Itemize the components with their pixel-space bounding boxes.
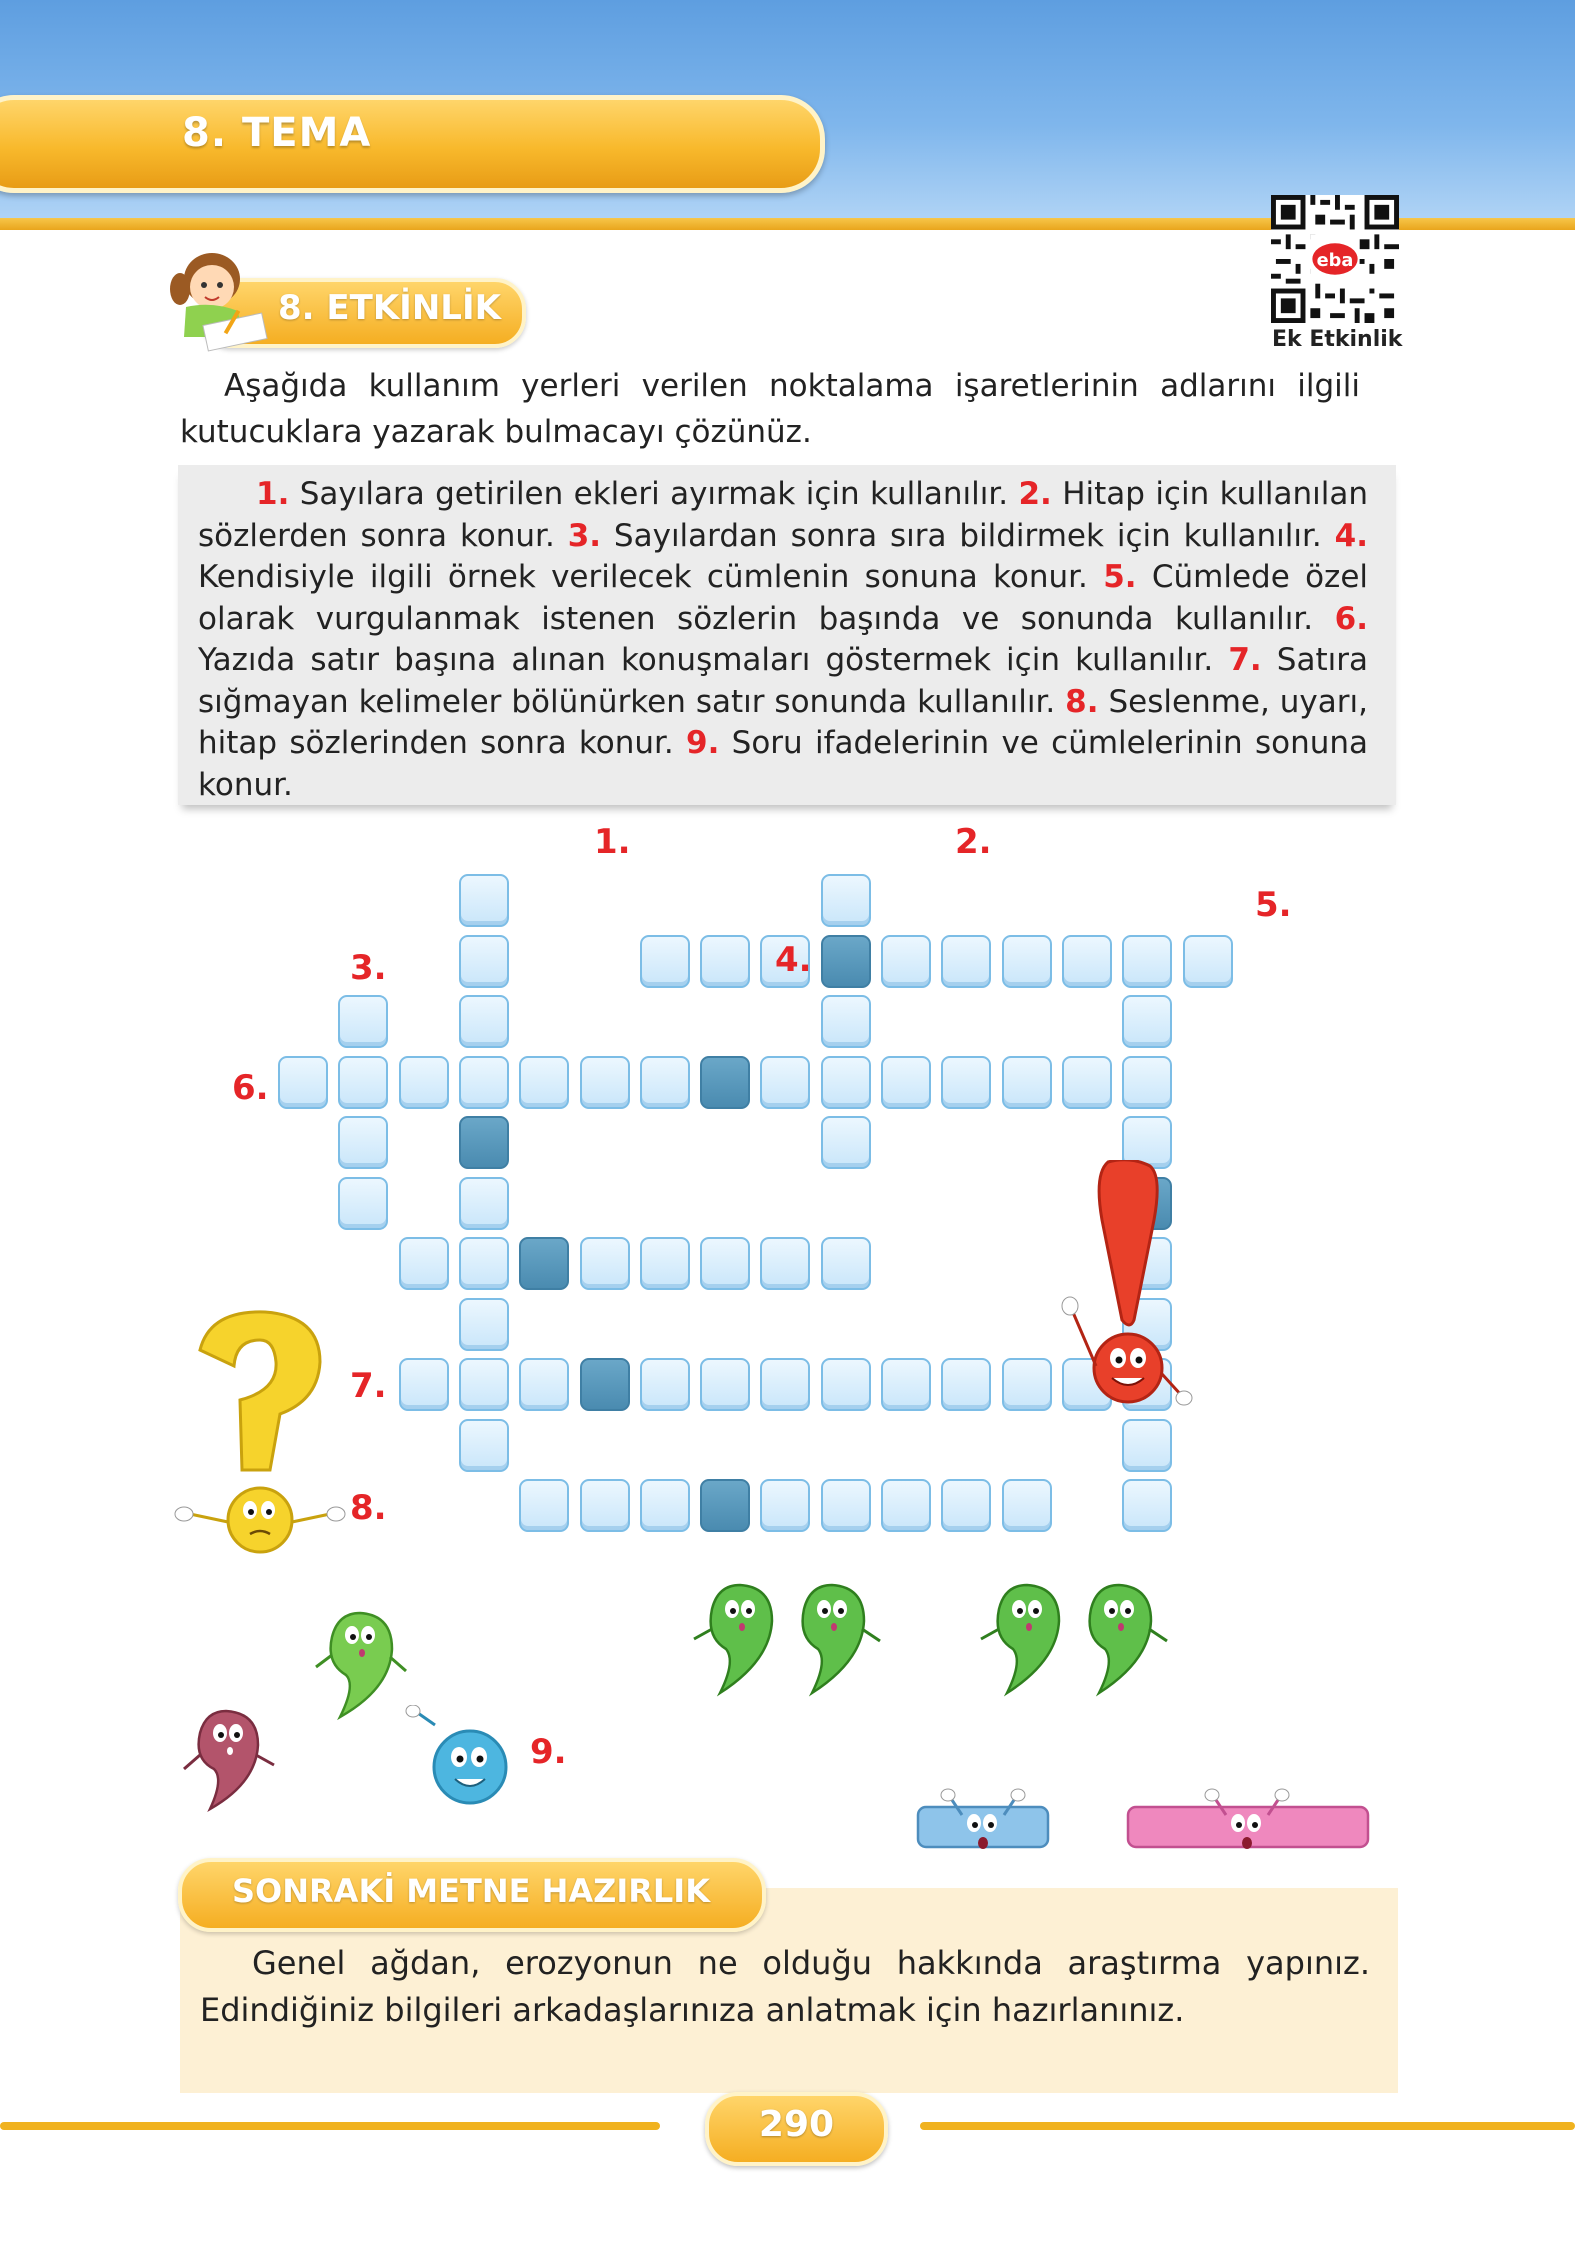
clue-text: Hitap için kullanılan sözlerden sonra konur. (198, 476, 1368, 554)
crossword-cell[interactable] (1002, 1479, 1052, 1532)
crossword-cell[interactable] (1122, 1056, 1172, 1109)
exclamation-mark-character-icon (1050, 1160, 1210, 1410)
crossword-cell[interactable] (640, 1358, 690, 1411)
crossword-cell[interactable] (760, 1479, 810, 1532)
crossword-cell[interactable] (399, 1358, 449, 1411)
clue-number: 1. (256, 476, 290, 512)
clue-text: Soru ifadelerinin ve cümlelerinin sonuna konur. (198, 725, 1369, 803)
crossword-cell[interactable] (881, 1056, 931, 1109)
puzzle-number-8: 8. (350, 1488, 387, 1528)
crossword-cell[interactable] (760, 1237, 810, 1290)
clue-text: Cümlede özel olarak vurgulanmak istenen sözlerin başında ve sonunda kullanılır. (198, 559, 1369, 637)
crossword-cell[interactable] (338, 1056, 388, 1109)
clue-number: 7. (1228, 642, 1262, 678)
footer-line-left (0, 2122, 660, 2130)
crossword-cell[interactable] (399, 1237, 449, 1290)
clue-number: 6. (1334, 600, 1368, 637)
clue-text: Yazıda satır başına alınan konuşmaları göstermek için kullanılır. (198, 642, 1229, 678)
puzzle-number-5: 5. (1255, 885, 1292, 925)
puzzle-number-6: 6. (232, 1068, 269, 1108)
crossword-cell[interactable] (1122, 1479, 1172, 1532)
question-mark-character-icon (170, 1310, 360, 1560)
clues-text (198, 474, 1368, 806)
ek-etkinlik-label: Ek Etkinlik (1272, 327, 1403, 352)
sonraki-text: Genel ağdan, erozyonun ne olduğu hakkında araştırma yapınız. Edindiğiniz bilgileri arkadaşlarınıza anlatmak için hazırlanınız. (200, 1944, 1370, 2029)
crossword-cell[interactable] (1002, 1358, 1052, 1411)
crossword-cell[interactable] (1122, 1419, 1172, 1472)
clue-number: 4. (1334, 517, 1368, 554)
clue-number: 2. (1018, 476, 1052, 512)
crossword-cell[interactable] (459, 1358, 509, 1411)
crossword-cell[interactable] (881, 935, 931, 988)
puzzle-number-7: 7. (350, 1366, 387, 1406)
quotation-marks-character-icon-2 (975, 1575, 1185, 1705)
crossword-cell[interactable] (1183, 935, 1233, 988)
puzzle-number-4: 4. (775, 940, 812, 980)
crossword-cell[interactable] (821, 1479, 871, 1532)
crossword-cell[interactable] (459, 935, 509, 988)
crossword-cell[interactable] (580, 1237, 630, 1290)
hyphen-pink-character-icon (1120, 1785, 1375, 1865)
qr-code-icon[interactable] (1270, 195, 1400, 323)
crossword-cell[interactable] (338, 1177, 388, 1230)
crossword-cell[interactable] (580, 1479, 630, 1532)
crossword-cell[interactable] (821, 1237, 871, 1290)
crossword-cell[interactable] (881, 1479, 931, 1532)
crossword-cell[interactable] (459, 1056, 509, 1109)
crossword-cell[interactable] (700, 1358, 750, 1411)
crossword-cell[interactable] (640, 1479, 690, 1532)
crossword-cell[interactable] (941, 935, 991, 988)
crossword-cell[interactable] (1002, 935, 1052, 988)
clue-number: 8. (1065, 683, 1099, 720)
crossword-cell[interactable] (760, 1358, 810, 1411)
crossword-cell[interactable] (640, 935, 690, 988)
crossword-cell[interactable] (519, 1358, 569, 1411)
crossword-cell[interactable] (1002, 1056, 1052, 1109)
crossword-cell[interactable] (941, 1479, 991, 1532)
crossword-cell[interactable] (821, 995, 871, 1048)
clue-number: 3. (567, 517, 602, 554)
crossword-cell-shaded[interactable] (700, 1056, 750, 1109)
crossword-cell[interactable] (821, 874, 871, 927)
puzzle-number-2: 2. (955, 822, 992, 862)
crossword-cell[interactable] (640, 1056, 690, 1109)
page-number: 290 (758, 2104, 835, 2145)
tema-title: 8. TEMA (182, 110, 372, 156)
puzzle-number-3: 3. (350, 948, 387, 988)
crossword-cell[interactable] (821, 1116, 871, 1169)
crossword-cell[interactable] (459, 1419, 509, 1472)
crossword-cell[interactable] (459, 1237, 509, 1290)
crossword-cell[interactable] (519, 1056, 569, 1109)
crossword-cell[interactable] (700, 1237, 750, 1290)
crossword-cell[interactable] (278, 1056, 328, 1109)
instruction-text: Aşağıda kullanım yerleri verilen noktalama işaretlerinin adlarını ilgili kutucuklara yazarak bulmacayı çözünüz. (180, 368, 1360, 450)
crossword-cell[interactable] (760, 1056, 810, 1109)
crossword-cell-shaded[interactable] (459, 1116, 509, 1169)
crossword-cell[interactable] (941, 1056, 991, 1109)
puzzle-number-1: 1. (594, 822, 631, 862)
crossword-cell[interactable] (1122, 935, 1172, 988)
semicolon-character-icon (180, 1705, 280, 1815)
crossword-cell[interactable] (459, 1177, 509, 1230)
crossword-cell[interactable] (1062, 1056, 1112, 1109)
clue-number: 9. (686, 725, 720, 761)
crossword-cell[interactable] (941, 1358, 991, 1411)
crossword-cell[interactable] (821, 1056, 871, 1109)
crossword-cell[interactable] (1062, 935, 1112, 988)
clue-text: Seslenme, uyarı, hitap sözlerinden sonra konur. (198, 683, 1368, 761)
sonraki-title: SONRAKİ METNE HAZIRLIK (232, 1872, 710, 1910)
quotation-marks-character-icon (688, 1575, 898, 1705)
clue-number: 5. (1103, 559, 1137, 595)
puzzle-number-9: 9. (530, 1732, 567, 1772)
crossword-cell[interactable] (580, 1056, 630, 1109)
etkinlik-title: 8. ETKİNLİK (278, 288, 501, 328)
crossword-cell[interactable] (338, 995, 388, 1048)
crossword-cell[interactable] (459, 995, 509, 1048)
crossword-cell[interactable] (459, 874, 509, 927)
clue-text: Satıra sığmayan kelimeler bölünürken satır sonunda kullanılır. (198, 642, 1368, 720)
clue-text: Sayılardan sonra sıra bildirmek için kullanılır. (601, 517, 1335, 554)
crossword-cell-shaded[interactable] (519, 1237, 569, 1290)
crossword-cell-shaded[interactable] (821, 935, 871, 988)
qr-logo-text: eba (1316, 250, 1354, 271)
crossword-cell[interactable] (640, 1237, 690, 1290)
tema-banner (0, 95, 825, 193)
hyphen-blue-character-icon (910, 1785, 1055, 1865)
crossword-cell[interactable] (459, 1298, 509, 1351)
footer-line-right (920, 2122, 1575, 2130)
crossword-cell[interactable] (881, 1358, 931, 1411)
clue-text: Kendisiyle ilgili örnek verilecek cümlenin sonuna konur. (198, 559, 1104, 595)
crossword-cell[interactable] (399, 1056, 449, 1109)
crossword-cell-shaded[interactable] (580, 1358, 630, 1411)
crossword-cell[interactable] (700, 935, 750, 988)
crossword-cell[interactable] (338, 1116, 388, 1169)
crossword-cell-shaded[interactable] (700, 1479, 750, 1532)
crossword-cell[interactable] (821, 1358, 871, 1411)
crossword-cell[interactable] (1122, 995, 1172, 1048)
girl-writing-icon (150, 245, 280, 355)
clue-text: Sayılara getirilen ekleri ayırmak için kullanılır. (289, 476, 1019, 512)
period-character-icon (405, 1705, 520, 1815)
crossword-cell[interactable] (519, 1479, 569, 1532)
comma-character-icon (310, 1605, 415, 1725)
